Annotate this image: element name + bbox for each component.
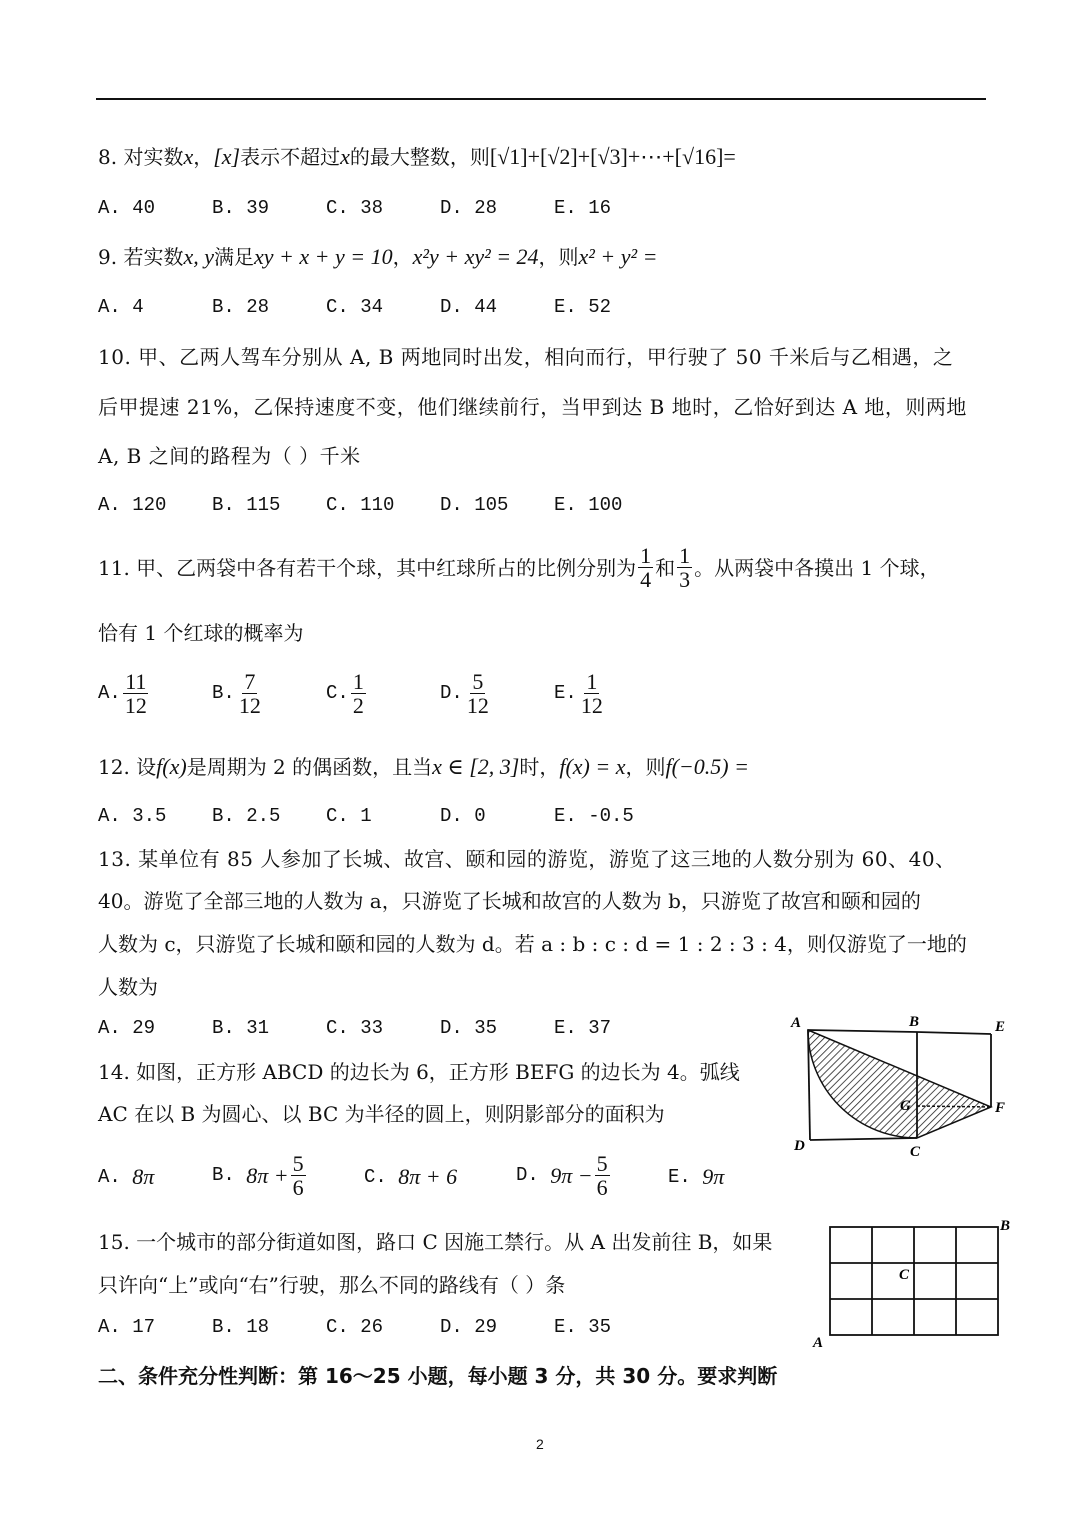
question-15-line1: 15. 一个城市的部分街道如图，路口 C 因施工禁行。从 A 出发前往 B，如果 <box>98 1230 773 1254</box>
question-13-line4: 人数为 <box>98 975 158 999</box>
q14-figure <box>788 1010 1028 1160</box>
q9-option-e: E. 52 <box>554 296 612 318</box>
question-11-line1: 11. 甲、乙两袋中各有若干个球，其中红球所占的比例分别为 $\frac{1}{4}$ 和 $\frac{1}{3}$ 。从两袋中各摸出 1 个球， <box>98 543 940 593</box>
question-10-line1: 10. 甲、乙两人驾车分别从 A, B 两地同时出发，相向而行，甲行驶了 50 千米后与乙相遇，之 <box>98 345 954 369</box>
q15-option-a: A. 17 <box>98 1316 156 1338</box>
q10-option-d: D. 105 <box>440 494 509 516</box>
question-14-line1: 14. 如图，正方形 ABCD 的边长为 6，正方形 BEFG 的边长为 4。弧线 <box>98 1060 740 1084</box>
section-2-heading: 二、条件充分性判断：第 16～25 小题，每小题 3 分，共 30 分。要求判断 <box>98 1364 778 1388</box>
fraction-one-third: $\frac{1}{3}$ <box>679 543 691 593</box>
question-10-line3: A, B 之间的路程为（ ）千米 <box>98 444 361 468</box>
question-15-line2: 只许向“上”或向“右”行驶，那么不同的路线有（ ）条 <box>98 1273 566 1297</box>
q15-option-e: E. 35 <box>554 1316 612 1338</box>
question-13-line1: 13. 某单位有 85 人参加了长城、故宫、颐和园的游览，游览了这三地的人数分别为 60、40、 <box>98 847 956 871</box>
q13-option-e: E. 37 <box>554 1017 612 1039</box>
q13-option-b: B. 31 <box>212 1017 270 1039</box>
q8-option-a: A. 40 <box>98 197 156 219</box>
grid-label-c: C <box>899 1267 910 1283</box>
grid-label-b: B <box>1000 1218 1011 1234</box>
fig-label-c: C <box>910 1144 921 1160</box>
question-14-line2: AC 在以 B 为圆心、以 BC 为半径的圆上，则阴影部分的面积为 <box>98 1102 665 1126</box>
question-12: 12. 设f(x)是周期为 2 的偶函数，且当x ∈ [2, 3]时，f(x) = x，则f(−0.5) = <box>98 754 749 779</box>
fig-label-e: E <box>995 1019 1006 1035</box>
q15-option-b: B. 18 <box>212 1316 270 1338</box>
q11-option-a: A. $\frac{11}{12}$ <box>98 669 147 719</box>
q11-option-b: B. $\frac{7}{12}$ <box>212 669 261 719</box>
q10-option-e: E. 100 <box>554 494 623 516</box>
q13-option-c: C. 33 <box>326 1017 384 1039</box>
q8-option-c: C. 38 <box>326 197 384 219</box>
shaded-region <box>808 1030 991 1138</box>
q15-street-grid <box>810 1215 1020 1350</box>
fig-label-b: B <box>909 1014 920 1030</box>
question-13-line2: 40。游览了全部三地的人数为 a，只游览了长城和故宫的人数为 b，只游览了故宫和颐和园的 <box>98 889 921 913</box>
q11-option-c: C. $\frac{1}{2}$ <box>326 669 364 719</box>
fig-label-a: A <box>791 1015 802 1031</box>
q8-option-d: D. 28 <box>440 197 498 219</box>
q15-option-d: D. 29 <box>440 1316 498 1338</box>
q14-option-e: E. 9π <box>668 1164 725 1189</box>
q14-option-b: B. 8π + $\frac{5}{6}$ <box>212 1151 304 1201</box>
q9-option-a: A. 4 <box>98 296 144 318</box>
question-8: 8. 对实数x，[x]表示不超过x的最大整数，则[√1]+[√2]+[√3]+⋯+[√16]= <box>98 144 736 169</box>
question-11-line2: 恰有 1 个红球的概率为 <box>98 621 304 645</box>
q13-option-d: D. 35 <box>440 1017 498 1039</box>
q11-option-e: E. $\frac{1}{12}$ <box>554 669 603 719</box>
q12-option-d: D. 0 <box>440 805 486 827</box>
q14-option-c: C. 8π + 6 <box>364 1164 458 1189</box>
q10-option-b: B. 115 <box>212 494 281 516</box>
fig-label-d: D <box>794 1138 805 1154</box>
q8-option-b: B. 39 <box>212 197 270 219</box>
q9-option-d: D. 44 <box>440 296 498 318</box>
q9-option-c: C. 34 <box>326 296 384 318</box>
q12-option-a: A. 3.5 <box>98 805 167 827</box>
q15-option-c: C. 26 <box>326 1316 384 1338</box>
q9-option-b: B. 28 <box>212 296 270 318</box>
q13-option-a: A. 29 <box>98 1017 156 1039</box>
question-9: 9. 若实数x, y满足xy + x + y = 10，x²y + xy² = 24，则x² + y² = <box>98 244 658 269</box>
q14-option-d: D. 9π − $\frac{5}{6}$ <box>516 1151 608 1201</box>
q8-option-e: E. 16 <box>554 197 612 219</box>
question-13-line3: 人数为 c，只游览了长城和颐和园的人数为 d。若 a : b : c : d = 1 : 2 : 3 : 4，则仅游览了一地的 <box>98 932 967 956</box>
q10-option-c: C. 110 <box>326 494 395 516</box>
question-10-line2: 后甲提速 21%，乙保持速度不变，他们继续前行，当甲到达 B 地时，乙恰好到达 A 地，则两地 <box>98 395 967 419</box>
q14-option-a: A. 8π <box>98 1164 155 1189</box>
fraction-one-quarter: $\frac{1}{4}$ <box>640 543 652 593</box>
q10-option-a: A. 120 <box>98 494 167 516</box>
fig-label-f: F <box>995 1100 1006 1116</box>
page-number: 2 <box>536 1436 544 1452</box>
q8-number: 8. <box>98 145 118 169</box>
grid-label-a: A <box>813 1335 824 1350</box>
q12-option-c: C. 1 <box>326 805 372 827</box>
q12-option-b: B. 2.5 <box>212 805 281 827</box>
header-rule <box>96 98 986 100</box>
q8-expression: [√1]+[√2]+[√3]+⋯+[√16]= <box>489 144 736 169</box>
fig-label-g: G <box>900 1098 911 1114</box>
q12-option-e: E. -0.5 <box>554 805 634 827</box>
q11-option-d: D. $\frac{5}{12}$ <box>440 669 489 719</box>
